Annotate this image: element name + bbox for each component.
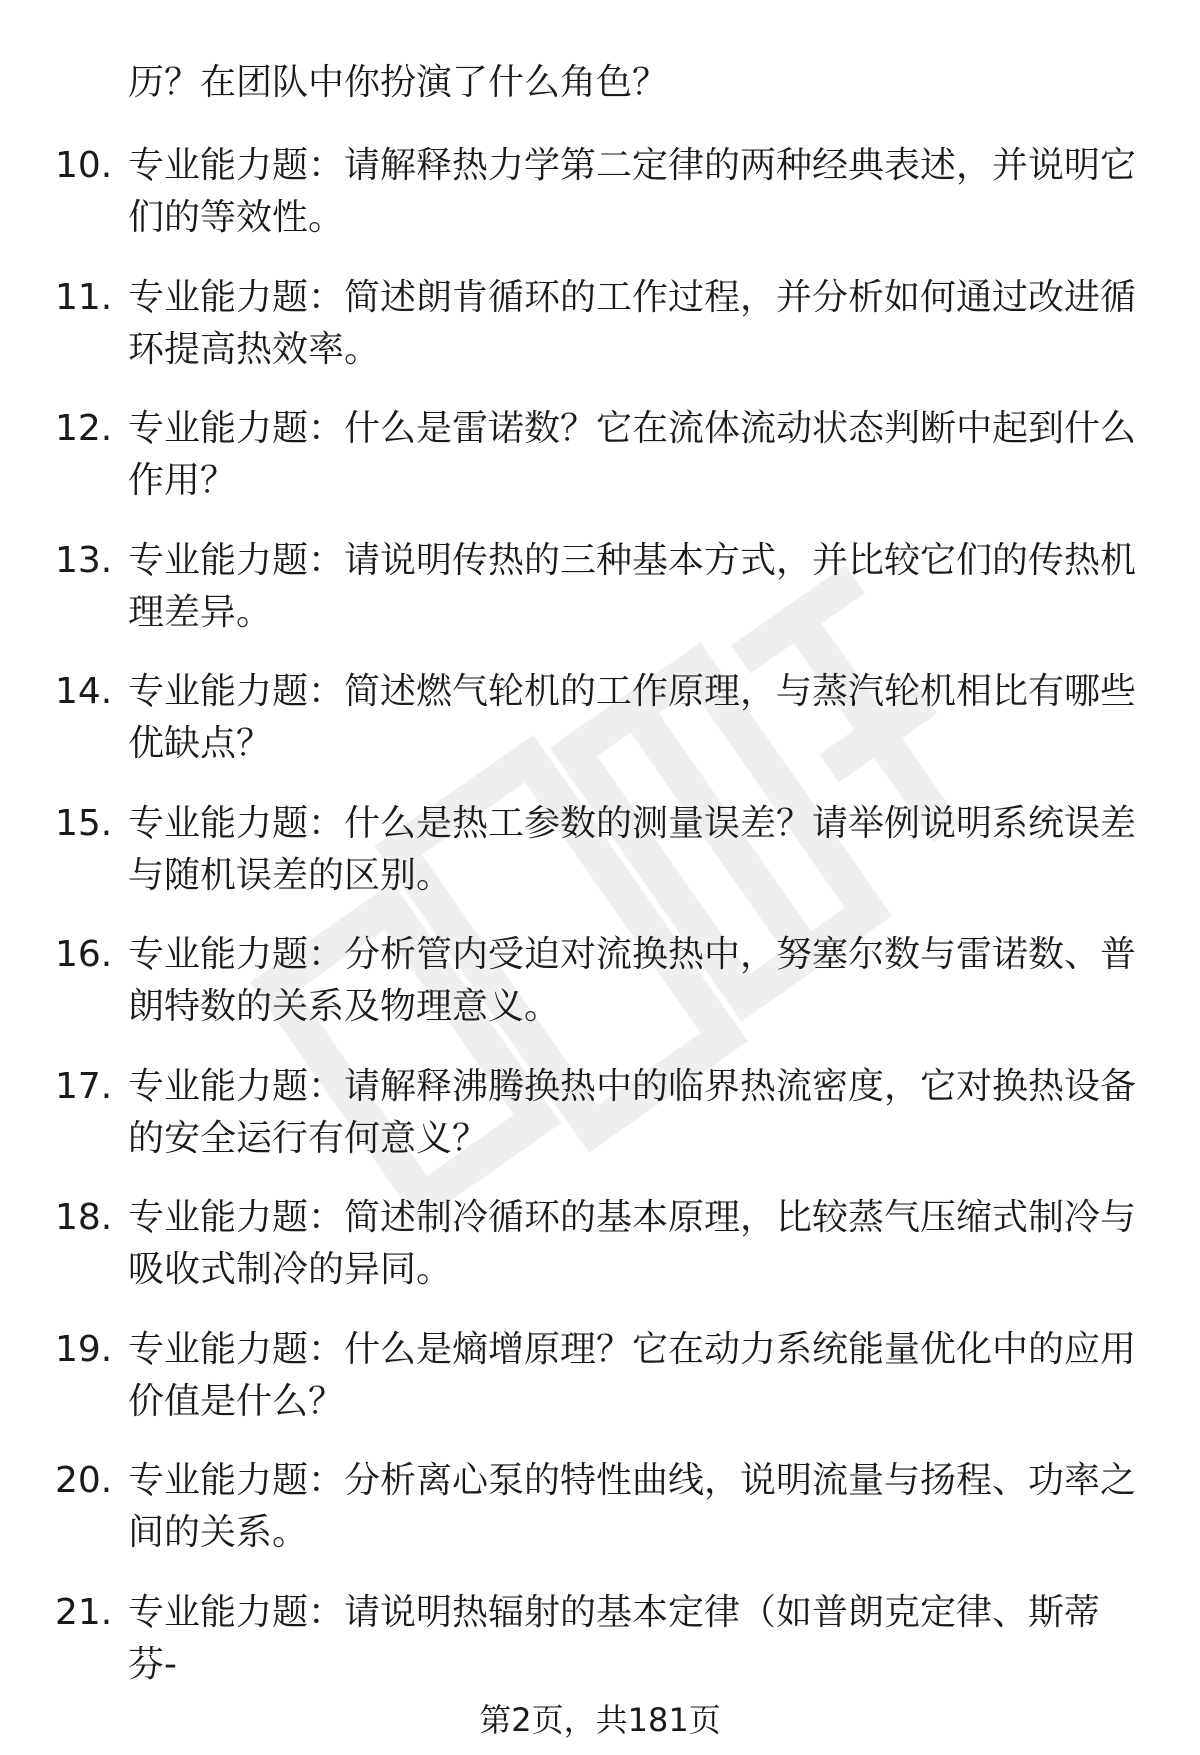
question-number: 11. [55,276,113,318]
question-text: 专业能力题：简述制冷循环的基本原理，比较蒸气压缩式制冷与吸收式制冷的异同。 [128,1197,1137,1290]
list-item [0,1061,1200,1193]
list-item [0,535,1200,667]
list-item [0,666,1200,798]
question-number: 14. [55,671,113,712]
question-text: 专业能力题：请说明传热的三种基本方式，并比较它们的传热机理差异。 [128,539,1137,633]
question-number: 10. [55,145,113,186]
question-text: 专业能力题：简述朗肯循环的工作过程，并分析如何通过改进循环提高热效率。 [128,276,1137,370]
list-item [0,929,1200,1061]
question-list [0,140,1200,1718]
question-text: 专业能力题：分析管内受迫对流换热中，努塞尔数与雷诺数、普朗特数的关系及物理意义。 [128,934,1137,1027]
continuation-text: 历？在团队中你扮演了什么角色？ [128,62,669,103]
question-text: 专业能力题：什么是热工参数的测量误差？请举例说明系统误差与随机误差的区别。 [128,802,1137,896]
list-item [0,798,1200,930]
question-number: 18. [55,1197,113,1238]
question-text: 专业能力题：分析离心泵的特性曲线，说明流量与扬程、功率之间的关系。 [128,1460,1137,1553]
list-item [0,1324,1200,1456]
question-text: 专业能力题：简述燃气轮机的工作原理，与蒸汽轮机相比有哪些优缺点？ [128,671,1137,764]
list-item [0,403,1200,535]
question-number: 13. [55,539,113,581]
list-item [0,1455,1200,1587]
question-number: 20. [55,1460,113,1501]
list-item [0,1192,1200,1324]
question-text: 专业能力题：请解释热力学第二定律的两种经典表述，并说明它们的等效性。 [128,145,1137,238]
page-footer: 第2页，共181页 [479,1701,721,1739]
question-number: 21. [55,1591,113,1633]
list-item [0,272,1200,404]
list-item [0,140,1200,272]
question-text: 专业能力题：请解释沸腾换热中的临界热流密度，它对换热设备的安全运行有何意义？ [128,1065,1137,1159]
question-number: 17. [55,1065,113,1107]
question-number: 12. [55,408,113,449]
question-text: 专业能力题：请说明热辐射的基本定律（如普朗克定律、斯蒂芬- [128,1591,1101,1685]
question-text: 专业能力题：什么是熵增原理？它在动力系统能量优化中的应用价值是什么？ [128,1328,1137,1422]
question-number: 19. [55,1328,113,1370]
question-number: 16. [55,934,113,975]
list-item [0,1587,1200,1719]
question-number: 15. [55,802,113,844]
question-text: 专业能力题：什么是雷诺数？它在流体流动状态判断中起到什么作用？ [128,408,1137,501]
